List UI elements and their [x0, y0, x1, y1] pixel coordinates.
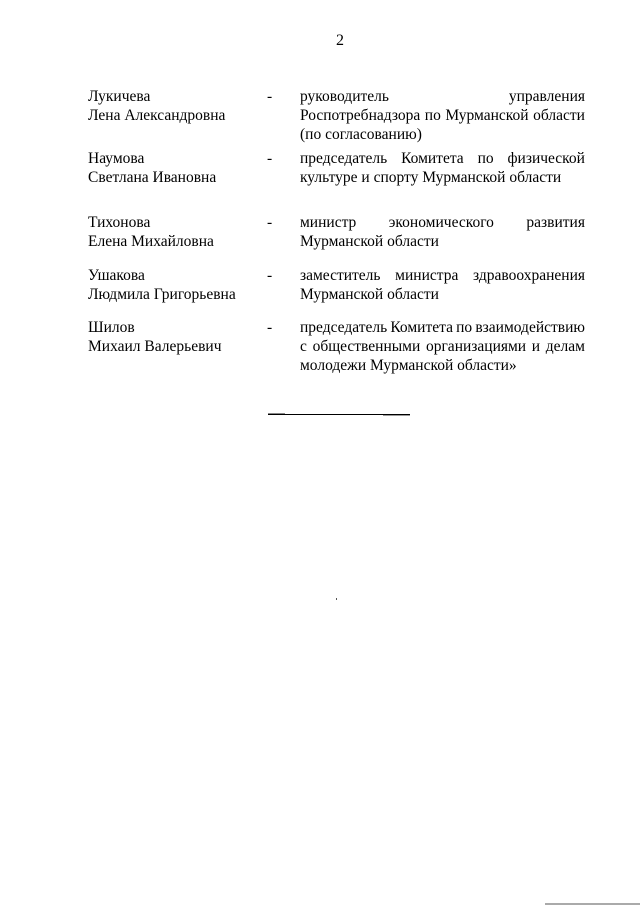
member-name [88, 149, 263, 187]
scan-speck [336, 598, 337, 600]
word: здравоохранения [473, 267, 585, 284]
word: министр [300, 214, 357, 231]
word: председатель [300, 319, 388, 336]
member-name [88, 266, 263, 304]
word: по [477, 150, 494, 167]
word: Роспотребнадзора [300, 107, 421, 124]
word: председатель [300, 150, 388, 167]
member-given-names: Михаил Валерьевич [88, 338, 222, 355]
word: развития [526, 214, 585, 231]
member-surname: Тихонова [88, 214, 151, 231]
word: по [424, 107, 441, 124]
member-name [88, 87, 263, 125]
dash-separator: - [267, 319, 273, 336]
position-line [300, 318, 585, 337]
scan-artifact [383, 415, 410, 416]
position-line [300, 106, 585, 125]
member-surname: Наумова [88, 150, 145, 167]
dash-separator: - [267, 88, 273, 105]
member-name [88, 213, 263, 251]
member-position [300, 213, 585, 251]
dash-separator: - [267, 150, 273, 167]
word: физической [507, 150, 585, 167]
dash-separator: - [267, 214, 273, 231]
position-line: (по согласованию) [300, 126, 422, 143]
position-line [300, 337, 585, 356]
position-line: культуре и спорту Мурманской области [300, 169, 562, 186]
position-line [300, 87, 585, 106]
word: министра [395, 267, 459, 284]
word: по [456, 319, 473, 336]
word: с [300, 338, 307, 355]
member-surname: Шилов [88, 319, 135, 336]
word: Мурманской [445, 107, 529, 124]
position-line [300, 213, 585, 232]
word: Комитета [390, 319, 453, 336]
word: экономического [388, 214, 494, 231]
member-given-names: Людмила Григорьевна [88, 286, 236, 303]
member-surname: Лукичева [88, 88, 151, 105]
member-position [300, 318, 585, 375]
word: управления [508, 88, 585, 105]
position-line: Мурманской области [300, 233, 439, 250]
word: и [531, 338, 541, 355]
page-number: 2 [336, 32, 344, 49]
position-line [300, 266, 585, 285]
end-separator-line [268, 414, 410, 415]
word: взаимодействию [475, 319, 585, 336]
member-surname: Ушакова [88, 267, 145, 284]
member-name [88, 318, 263, 356]
word: организациями [425, 338, 527, 355]
scan-artifact [268, 413, 285, 414]
member-position [300, 149, 585, 187]
member-position [300, 266, 585, 304]
position-line: Мурманской области [300, 286, 439, 303]
dash-separator: - [267, 267, 273, 284]
position-line: молодежи Мурманской области» [300, 357, 517, 374]
member-given-names: Лена Александровна [88, 107, 226, 124]
word: руководитель [300, 88, 389, 105]
word: области [533, 107, 585, 124]
word: Комитета [401, 150, 464, 167]
member-given-names: Елена Михайловна [88, 233, 214, 250]
word: общественными [312, 338, 421, 355]
member-position [300, 87, 585, 144]
position-line [300, 149, 585, 168]
member-given-names: Светлана Ивановна [88, 169, 217, 186]
word: делам [545, 338, 585, 355]
word: заместитель [300, 267, 381, 284]
